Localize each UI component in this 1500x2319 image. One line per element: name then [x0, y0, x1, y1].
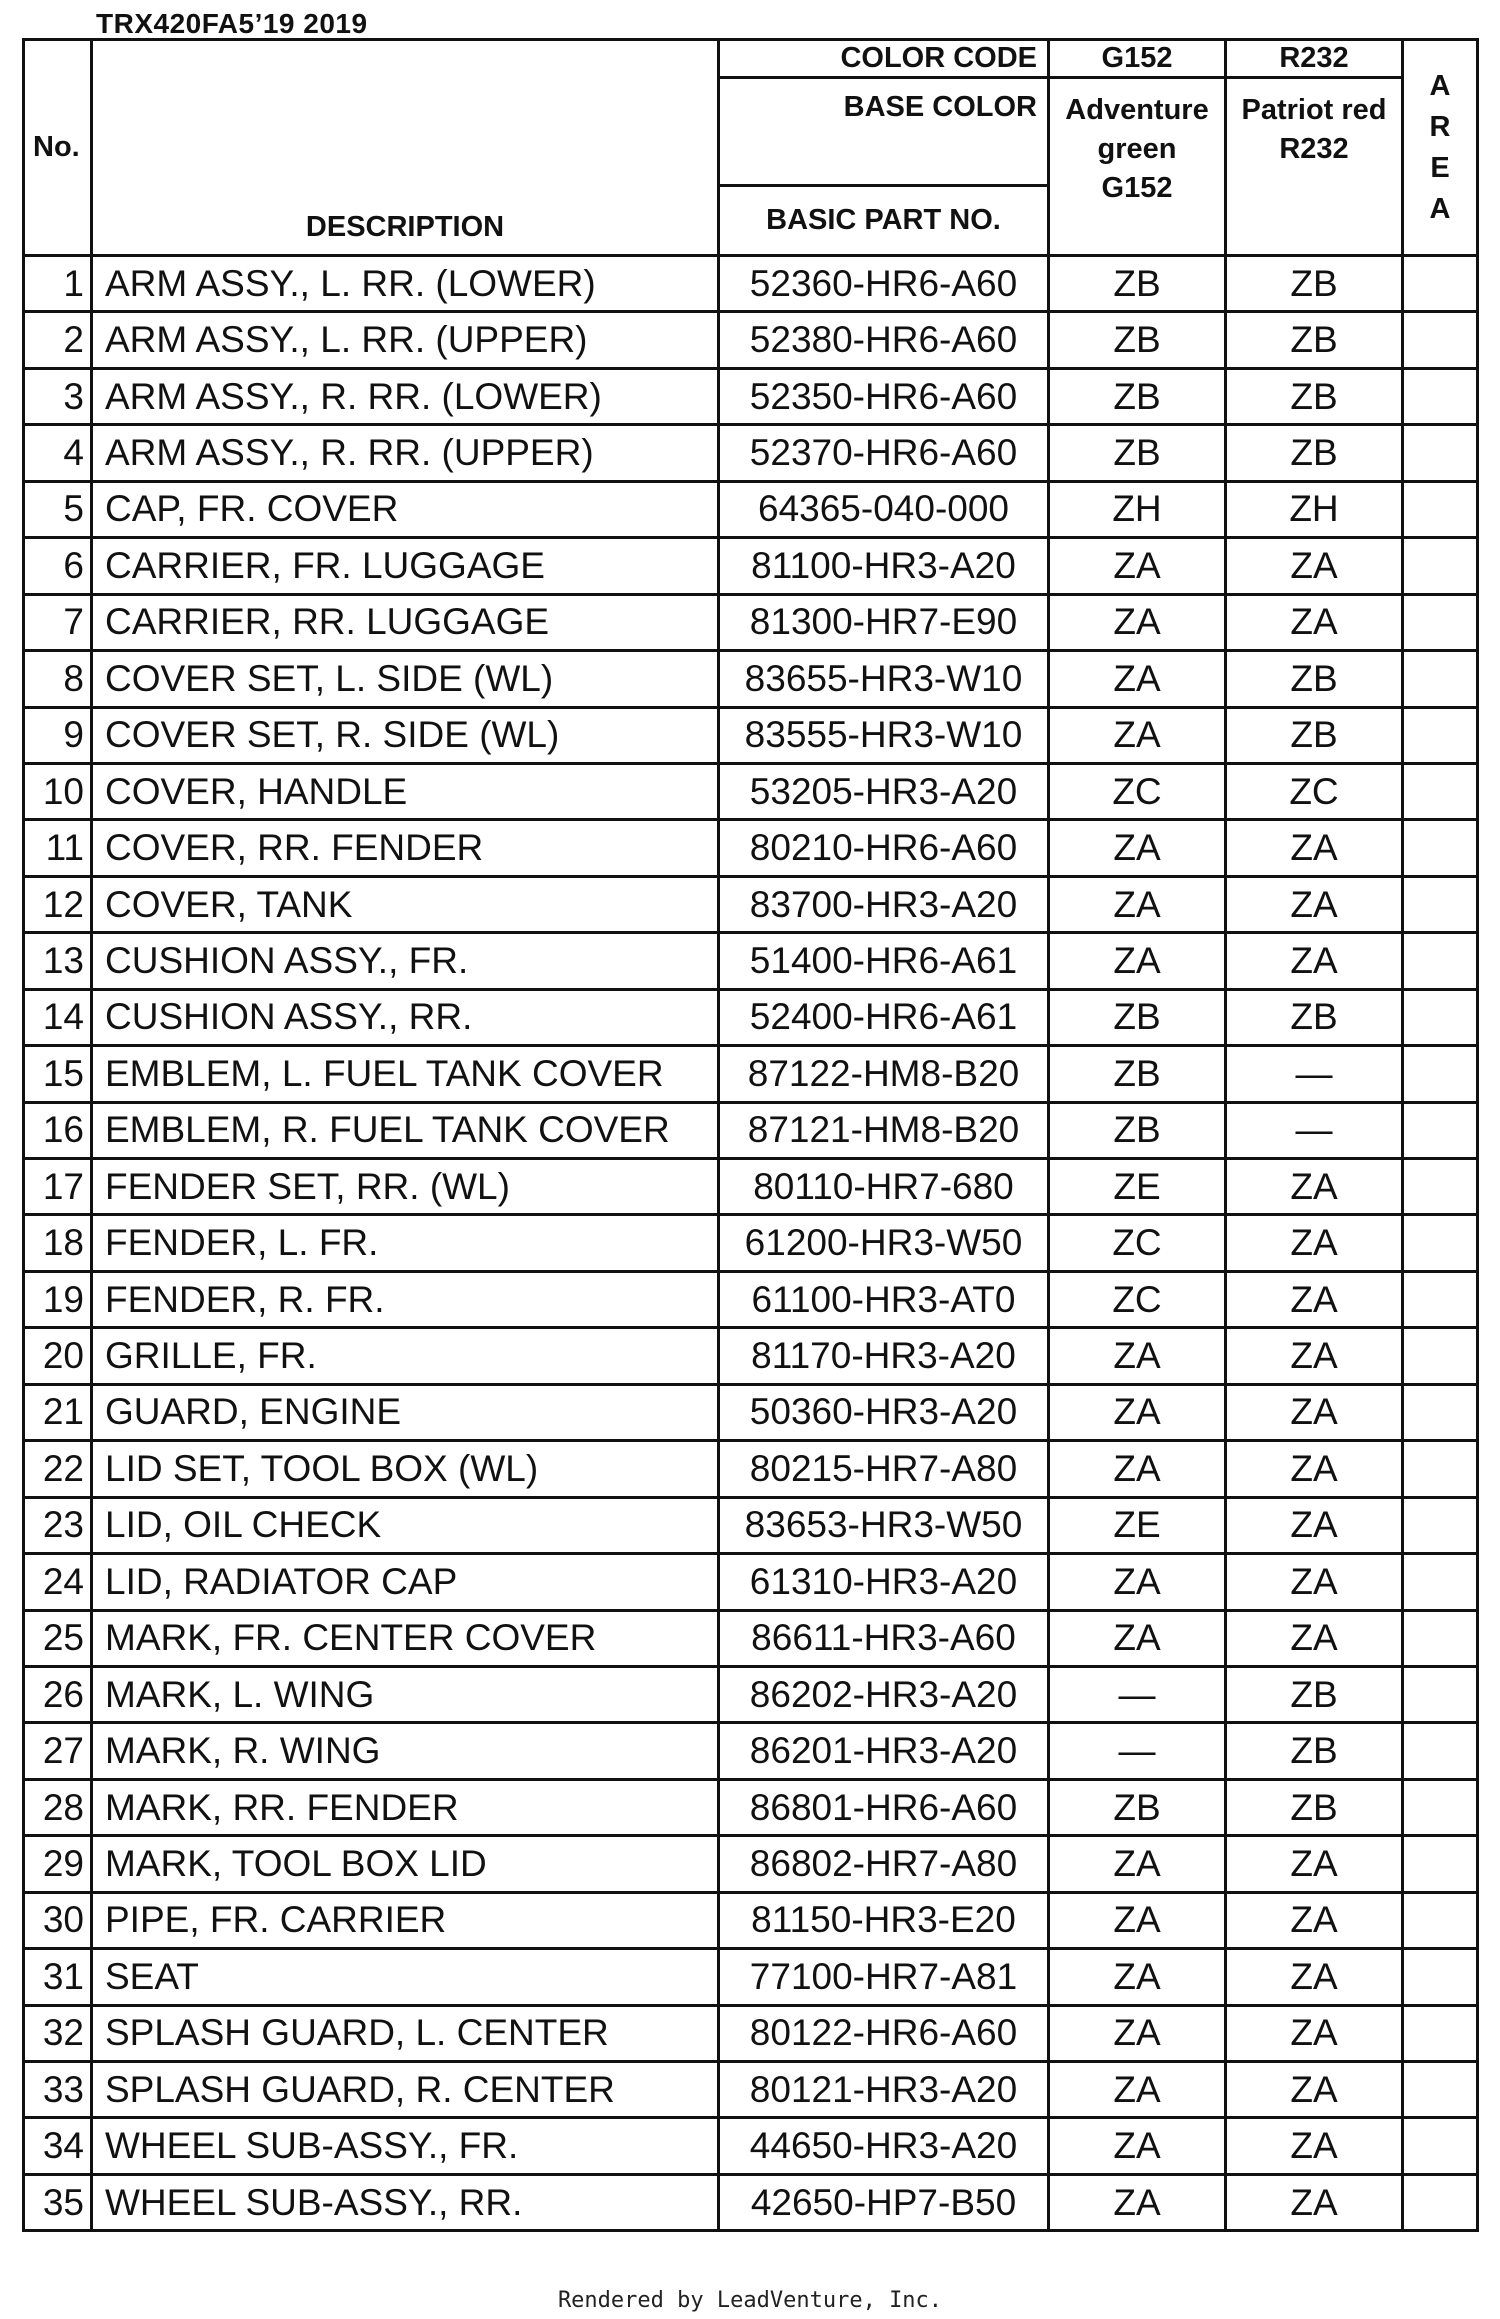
row-area	[1403, 1836, 1478, 1892]
row-area	[1403, 1271, 1478, 1327]
row-color-r232: ZA	[1226, 1328, 1403, 1384]
row-color-r232: ZA	[1226, 1441, 1403, 1497]
row-part-number: 44650-HR3-A20	[719, 2118, 1049, 2174]
row-part-number: 52380-HR6-A60	[719, 312, 1049, 368]
row-color-r232: ZB	[1226, 1723, 1403, 1779]
row-color-g152: ZA	[1049, 538, 1226, 594]
row-description: MARK, L. WING	[92, 1666, 719, 1722]
row-no: 22	[24, 1441, 92, 1497]
row-no: 18	[24, 1215, 92, 1271]
row-area	[1403, 876, 1478, 932]
row-description: FENDER SET, RR. (WL)	[92, 1159, 719, 1215]
table-row	[24, 1102, 1478, 1158]
row-color-r232: ZC	[1226, 763, 1403, 819]
row-area	[1403, 1215, 1478, 1271]
row-color-r232: ZA	[1226, 1215, 1403, 1271]
row-description: FENDER, L. FR.	[92, 1215, 719, 1271]
row-area	[1403, 2005, 1478, 2061]
header-description: DESCRIPTION	[92, 40, 719, 256]
area-letter: A	[1429, 69, 1451, 102]
row-no: 14	[24, 989, 92, 1045]
row-color-g152: ZC	[1049, 763, 1226, 819]
row-description: WHEEL SUB-ASSY., RR.	[92, 2174, 719, 2230]
table-row	[24, 1554, 1478, 1610]
row-no: 4	[24, 425, 92, 481]
row-description: SPLASH GUARD, L. CENTER	[92, 2005, 719, 2061]
row-part-number: 80215-HR7-A80	[719, 1441, 1049, 1497]
row-description: EMBLEM, L. FUEL TANK COVER	[92, 1046, 719, 1102]
row-part-number: 87122-HM8-B20	[719, 1046, 1049, 1102]
table-row	[24, 2174, 1478, 2230]
row-no: 7	[24, 594, 92, 650]
row-no: 15	[24, 1046, 92, 1102]
table-row	[24, 2062, 1478, 2118]
row-part-number: 61100-HR3-AT0	[719, 1271, 1049, 1327]
row-description: ARM ASSY., L. RR. (UPPER)	[92, 312, 719, 368]
header-color-code-g152: G152	[1049, 40, 1226, 78]
row-part-number: 87121-HM8-B20	[719, 1102, 1049, 1158]
row-description: COVER, RR. FENDER	[92, 820, 719, 876]
row-color-g152: ZA	[1049, 820, 1226, 876]
row-area	[1403, 2062, 1478, 2118]
row-no: 34	[24, 2118, 92, 2174]
row-no: 28	[24, 1779, 92, 1835]
row-part-number: 52350-HR6-A60	[719, 368, 1049, 424]
row-part-number: 83653-HR3-W50	[719, 1497, 1049, 1553]
table-row	[24, 1666, 1478, 1722]
row-color-g152: ZA	[1049, 1610, 1226, 1666]
row-color-g152: ZB	[1049, 368, 1226, 424]
row-description: MARK, R. WING	[92, 1723, 719, 1779]
row-no: 5	[24, 481, 92, 537]
header-no: No.	[24, 40, 92, 256]
row-area	[1403, 989, 1478, 1045]
row-color-g152: —	[1049, 1723, 1226, 1779]
row-description: MARK, FR. CENTER COVER	[92, 1610, 719, 1666]
row-color-r232: ZA	[1226, 2118, 1403, 2174]
row-description: EMBLEM, R. FUEL TANK COVER	[92, 1102, 719, 1158]
row-color-r232: —	[1226, 1046, 1403, 1102]
row-area	[1403, 933, 1478, 989]
row-area	[1403, 1666, 1478, 1722]
row-area	[1403, 1159, 1478, 1215]
row-no: 31	[24, 1949, 92, 2005]
table-row	[24, 1215, 1478, 1271]
table-row	[24, 1779, 1478, 1835]
row-description: GUARD, ENGINE	[92, 1384, 719, 1440]
row-area	[1403, 1441, 1478, 1497]
table-row	[24, 1836, 1478, 1892]
row-color-g152: ZA	[1049, 933, 1226, 989]
row-no: 13	[24, 933, 92, 989]
table-row	[24, 651, 1478, 707]
row-part-number: 52400-HR6-A61	[719, 989, 1049, 1045]
row-color-r232: ZA	[1226, 2174, 1403, 2230]
row-color-g152: ZA	[1049, 2118, 1226, 2174]
header-base-color: BASE COLOR	[719, 78, 1049, 186]
row-color-r232: ZA	[1226, 2062, 1403, 2118]
row-color-r232: ZA	[1226, 1497, 1403, 1553]
table-row	[24, 2005, 1478, 2061]
row-part-number: 80121-HR3-A20	[719, 2062, 1049, 2118]
base-color-r232	[1226, 78, 1403, 256]
row-description: SEAT	[92, 1949, 719, 2005]
row-color-g152: ZA	[1049, 1554, 1226, 1610]
row-description: PIPE, FR. CARRIER	[92, 1892, 719, 1948]
row-color-r232: ZA	[1226, 2005, 1403, 2061]
row-description: LID, OIL CHECK	[92, 1497, 719, 1553]
row-part-number: 42650-HP7-B50	[719, 2174, 1049, 2230]
row-no: 9	[24, 707, 92, 763]
row-no: 19	[24, 1271, 92, 1327]
row-color-r232: ZA	[1226, 1836, 1403, 1892]
row-area	[1403, 1102, 1478, 1158]
row-no: 12	[24, 876, 92, 932]
area-letter: E	[1430, 151, 1450, 184]
row-color-r232: ZA	[1226, 1271, 1403, 1327]
table-row	[24, 763, 1478, 819]
row-color-g152: ZE	[1049, 1497, 1226, 1553]
row-description: CUSHION ASSY., FR.	[92, 933, 719, 989]
row-area	[1403, 312, 1478, 368]
row-area	[1403, 538, 1478, 594]
row-color-r232: ZA	[1226, 1949, 1403, 2005]
row-description: COVER, HANDLE	[92, 763, 719, 819]
row-area	[1403, 820, 1478, 876]
base-color-r232-line: R232	[1279, 133, 1349, 165]
base-color-r232-line: Patriot red	[1241, 94, 1387, 126]
row-color-g152: ZB	[1049, 1779, 1226, 1835]
row-color-g152: ZE	[1049, 1159, 1226, 1215]
row-no: 21	[24, 1384, 92, 1440]
row-description: CAP, FR. COVER	[92, 481, 719, 537]
row-color-r232: ZB	[1226, 425, 1403, 481]
row-area	[1403, 1384, 1478, 1440]
row-no: 32	[24, 2005, 92, 2061]
table-row	[24, 538, 1478, 594]
row-part-number: 77100-HR7-A81	[719, 1949, 1049, 2005]
row-area	[1403, 2174, 1478, 2230]
row-color-r232: ZA	[1226, 876, 1403, 932]
row-no: 27	[24, 1723, 92, 1779]
row-area	[1403, 1723, 1478, 1779]
row-description: COVER, TANK	[92, 876, 719, 932]
row-description: FENDER, R. FR.	[92, 1271, 719, 1327]
row-color-g152: ZA	[1049, 651, 1226, 707]
table-row	[24, 312, 1478, 368]
row-part-number: 86801-HR6-A60	[719, 1779, 1049, 1835]
row-no: 16	[24, 1102, 92, 1158]
row-color-r232: ZB	[1226, 707, 1403, 763]
row-description: LID, RADIATOR CAP	[92, 1554, 719, 1610]
row-color-g152: ZC	[1049, 1215, 1226, 1271]
row-part-number: 83555-HR3-W10	[719, 707, 1049, 763]
header-color-code: COLOR CODE	[719, 40, 1049, 78]
table-row	[24, 1723, 1478, 1779]
row-color-g152: ZA	[1049, 1949, 1226, 2005]
row-description: LID SET, TOOL BOX (WL)	[92, 1441, 719, 1497]
table-row	[24, 989, 1478, 1045]
area-letter: R	[1429, 110, 1451, 143]
table-row	[24, 256, 1478, 312]
row-color-g152: ZC	[1049, 1271, 1226, 1327]
row-part-number: 61200-HR3-W50	[719, 1215, 1049, 1271]
row-part-number: 86202-HR3-A20	[719, 1666, 1049, 1722]
row-color-g152: ZA	[1049, 2062, 1226, 2118]
row-part-number: 81300-HR7-E90	[719, 594, 1049, 650]
row-color-r232: ZB	[1226, 312, 1403, 368]
row-color-g152: ZH	[1049, 481, 1226, 537]
row-area	[1403, 1949, 1478, 2005]
table-row	[24, 1949, 1478, 2005]
row-no: 24	[24, 1554, 92, 1610]
header-basic-part-no: BASIC PART NO.	[719, 186, 1049, 256]
table-row	[24, 1441, 1478, 1497]
base-color-g152	[1049, 78, 1226, 256]
table-row	[24, 820, 1478, 876]
row-no: 20	[24, 1328, 92, 1384]
row-description: COVER SET, R. SIDE (WL)	[92, 707, 719, 763]
table-row	[24, 481, 1478, 537]
row-color-r232: ZA	[1226, 820, 1403, 876]
row-description: COVER SET, L. SIDE (WL)	[92, 651, 719, 707]
table-row	[24, 1159, 1478, 1215]
row-color-r232: ZB	[1226, 1779, 1403, 1835]
table-row	[24, 594, 1478, 650]
row-part-number: 83655-HR3-W10	[719, 651, 1049, 707]
row-area	[1403, 368, 1478, 424]
row-color-g152: ZA	[1049, 1328, 1226, 1384]
document-title: TRX420FA5’19 2019	[96, 8, 368, 39]
row-area	[1403, 763, 1478, 819]
row-description: SPLASH GUARD, R. CENTER	[92, 2062, 719, 2118]
row-color-g152: ZA	[1049, 594, 1226, 650]
row-area	[1403, 1328, 1478, 1384]
table-row	[24, 425, 1478, 481]
row-area	[1403, 651, 1478, 707]
row-area	[1403, 707, 1478, 763]
row-color-g152: ZB	[1049, 1102, 1226, 1158]
row-color-g152: —	[1049, 1666, 1226, 1722]
row-area	[1403, 1497, 1478, 1553]
row-area	[1403, 1779, 1478, 1835]
row-no: 1	[24, 256, 92, 312]
parts-color-table	[22, 38, 1479, 2232]
row-part-number: 86611-HR3-A60	[719, 1610, 1049, 1666]
row-no: 11	[24, 820, 92, 876]
table-row	[24, 933, 1478, 989]
row-color-r232: ZH	[1226, 481, 1403, 537]
row-no: 6	[24, 538, 92, 594]
row-area	[1403, 594, 1478, 650]
row-color-r232: ZB	[1226, 651, 1403, 707]
table-row	[24, 707, 1478, 763]
row-description: MARK, RR. FENDER	[92, 1779, 719, 1835]
row-part-number: 86802-HR7-A80	[719, 1836, 1049, 1892]
table-row	[24, 1384, 1478, 1440]
row-color-g152: ZA	[1049, 1441, 1226, 1497]
row-color-r232: ZA	[1226, 1610, 1403, 1666]
base-color-g152-line: Adventure	[1065, 94, 1209, 126]
row-area	[1403, 2118, 1478, 2174]
row-color-r232: ZA	[1226, 1384, 1403, 1440]
row-part-number: 64365-040-000	[719, 481, 1049, 537]
base-color-g152-line: G152	[1101, 172, 1173, 204]
row-color-g152: ZA	[1049, 1384, 1226, 1440]
row-part-number: 80110-HR7-680	[719, 1159, 1049, 1215]
row-part-number: 61310-HR3-A20	[719, 1554, 1049, 1610]
row-color-r232: —	[1226, 1102, 1403, 1158]
row-no: 35	[24, 2174, 92, 2230]
table-row	[24, 1610, 1478, 1666]
row-color-g152: ZA	[1049, 2005, 1226, 2061]
row-area	[1403, 256, 1478, 312]
row-color-r232: ZB	[1226, 989, 1403, 1045]
table-row	[24, 1892, 1478, 1948]
row-no: 26	[24, 1666, 92, 1722]
row-part-number: 50360-HR3-A20	[719, 1384, 1049, 1440]
row-part-number: 51400-HR6-A61	[719, 933, 1049, 989]
row-color-r232: ZB	[1226, 368, 1403, 424]
row-description: ARM ASSY., R. RR. (UPPER)	[92, 425, 719, 481]
row-color-r232: ZA	[1226, 1892, 1403, 1948]
row-color-g152: ZA	[1049, 2174, 1226, 2230]
row-area	[1403, 1610, 1478, 1666]
row-description: CARRIER, FR. LUGGAGE	[92, 538, 719, 594]
row-color-g152: ZB	[1049, 256, 1226, 312]
header-area	[1403, 40, 1478, 256]
row-area	[1403, 1892, 1478, 1948]
row-no: 17	[24, 1159, 92, 1215]
row-color-g152: ZB	[1049, 1046, 1226, 1102]
row-color-r232: ZA	[1226, 594, 1403, 650]
table-row	[24, 876, 1478, 932]
header-color-code-r232: R232	[1226, 40, 1403, 78]
row-no: 29	[24, 1836, 92, 1892]
row-part-number: 81100-HR3-A20	[719, 538, 1049, 594]
row-part-number: 52370-HR6-A60	[719, 425, 1049, 481]
row-no: 23	[24, 1497, 92, 1553]
row-part-number: 80210-HR6-A60	[719, 820, 1049, 876]
row-color-r232: ZA	[1226, 1554, 1403, 1610]
table-row	[24, 1328, 1478, 1384]
row-color-r232: ZA	[1226, 538, 1403, 594]
row-part-number: 52360-HR6-A60	[719, 256, 1049, 312]
row-color-r232: ZA	[1226, 1159, 1403, 1215]
base-color-g152-line: green	[1097, 133, 1177, 165]
footer-credit: Rendered by LeadVenture, Inc.	[557, 2288, 943, 2313]
row-part-number: 81170-HR3-A20	[719, 1328, 1049, 1384]
row-part-number: 86201-HR3-A20	[719, 1723, 1049, 1779]
row-color-g152: ZA	[1049, 707, 1226, 763]
row-description: MARK, TOOL BOX LID	[92, 1836, 719, 1892]
row-part-number: 81150-HR3-E20	[719, 1892, 1049, 1948]
row-area	[1403, 481, 1478, 537]
row-area	[1403, 425, 1478, 481]
row-description: WHEEL SUB-ASSY., FR.	[92, 2118, 719, 2174]
table-row	[24, 1497, 1478, 1553]
area-letter: A	[1429, 192, 1451, 225]
row-color-g152: ZB	[1049, 989, 1226, 1045]
row-area	[1403, 1554, 1478, 1610]
row-part-number: 80122-HR6-A60	[719, 2005, 1049, 2061]
row-no: 8	[24, 651, 92, 707]
row-description: CUSHION ASSY., RR.	[92, 989, 719, 1045]
table-row	[24, 1271, 1478, 1327]
row-color-g152: ZA	[1049, 876, 1226, 932]
row-description: GRILLE, FR.	[92, 1328, 719, 1384]
table-row	[24, 368, 1478, 424]
table-row	[24, 2118, 1478, 2174]
row-area	[1403, 1046, 1478, 1102]
row-no: 2	[24, 312, 92, 368]
row-color-g152: ZA	[1049, 1836, 1226, 1892]
row-part-number: 53205-HR3-A20	[719, 763, 1049, 819]
row-no: 33	[24, 2062, 92, 2118]
row-color-g152: ZB	[1049, 425, 1226, 481]
row-no: 3	[24, 368, 92, 424]
row-part-number: 83700-HR3-A20	[719, 876, 1049, 932]
row-color-r232: ZA	[1226, 933, 1403, 989]
row-description: ARM ASSY., L. RR. (LOWER)	[92, 256, 719, 312]
row-color-r232: ZB	[1226, 256, 1403, 312]
row-no: 25	[24, 1610, 92, 1666]
row-description: CARRIER, RR. LUGGAGE	[92, 594, 719, 650]
table-row	[24, 1046, 1478, 1102]
row-color-g152: ZA	[1049, 1892, 1226, 1948]
row-color-g152: ZB	[1049, 312, 1226, 368]
row-no: 10	[24, 763, 92, 819]
header-row-color-code	[24, 40, 1478, 78]
row-no: 30	[24, 1892, 92, 1948]
row-color-r232: ZB	[1226, 1666, 1403, 1722]
row-description: ARM ASSY., R. RR. (LOWER)	[92, 368, 719, 424]
